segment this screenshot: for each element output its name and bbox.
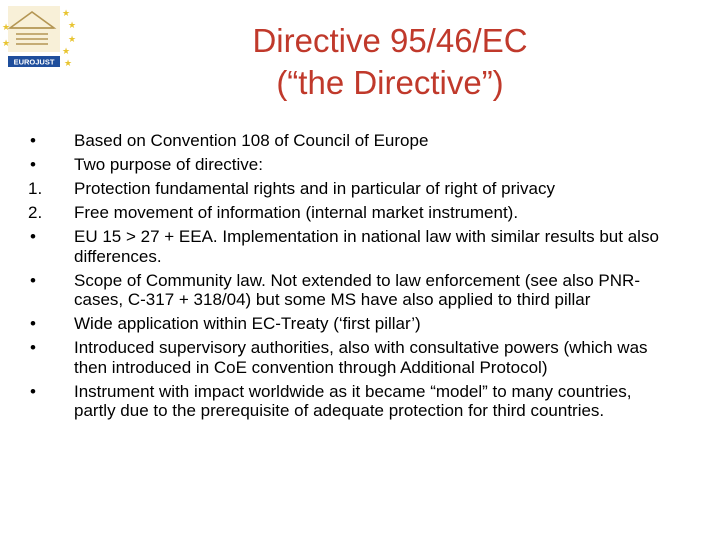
svg-text:★: ★	[62, 47, 71, 57]
list-item	[28, 203, 668, 223]
list-item-text: EU 15 > 27 + EEA. Implementation in national law with similar results but also differences.	[74, 227, 659, 266]
logo-text: EUROJUST	[13, 57, 55, 67]
svg-text:★: ★	[2, 39, 11, 49]
list-item	[28, 338, 668, 377]
svg-text:★: ★	[68, 35, 77, 45]
list-item-text: Protection fundamental rights and in particular of right of privacy	[74, 179, 555, 198]
list-item-text: Instrument with impact worldwide as it became “model” to many countries, partly due to the prerequisite of adequate protection for third countries.	[74, 381, 632, 420]
number-marker: 1.	[28, 179, 43, 198]
list-item-text: Introduced supervisory authorities, also with consultative powers (which was then introduced in CoE convention through Additional Protocol)	[74, 338, 648, 377]
bullet-marker: •	[30, 131, 36, 150]
title-line-2: (“the Directive”)	[276, 64, 504, 102]
list-item	[28, 382, 668, 421]
list-item	[28, 179, 668, 199]
list-item-text: Wide application within EC-Treaty (‘first pillar’)	[74, 314, 421, 333]
bullet-marker: •	[30, 227, 36, 246]
eurojust-logo	[2, 6, 82, 72]
bullet-list	[28, 131, 668, 425]
bullet-marker: •	[30, 381, 36, 401]
list-item-text: Two purpose of directive:	[74, 155, 263, 174]
slide-title	[140, 20, 640, 104]
list-item	[28, 227, 668, 266]
list-item-text: Free movement of information (internal market instrument).	[74, 203, 519, 222]
svg-text:★: ★	[2, 23, 11, 33]
bullet-marker: •	[30, 314, 36, 333]
list-item	[28, 155, 668, 175]
list-item-text: Scope of Community law. Not extended to law enforcement (see also PNR-cases, C-317 + 318/04) but some MS have also applied to third pillar	[74, 270, 640, 309]
title-line-1: Directive 95/46/EC	[252, 22, 528, 59]
number-marker: 2.	[28, 203, 43, 222]
svg-text:★: ★	[64, 59, 73, 69]
bullet-marker: •	[30, 155, 36, 174]
list-item	[28, 314, 668, 334]
svg-text:★: ★	[62, 9, 71, 19]
svg-text:★: ★	[68, 21, 77, 31]
bullet-marker: •	[30, 270, 36, 290]
bullet-marker: •	[30, 338, 36, 357]
list-item-text: Based on Convention 108 of Council of Europe	[74, 131, 429, 150]
list-item	[28, 131, 668, 151]
list-item	[28, 271, 668, 310]
eurojust-emblem-icon	[2, 6, 82, 72]
